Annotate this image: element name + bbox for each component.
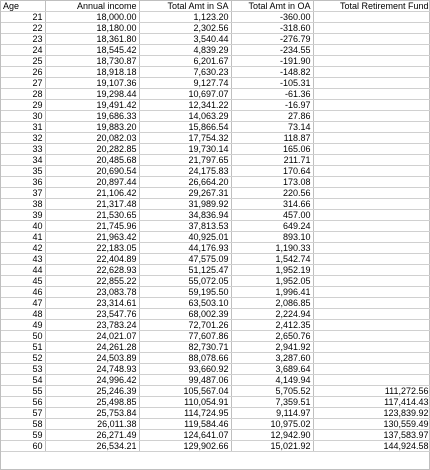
cell-annual-income[interactable]: 18,180.00: [45, 23, 139, 34]
cell-total-sa[interactable]: 26,664.20: [139, 177, 231, 188]
cell-total-retirement[interactable]: [313, 298, 430, 309]
cell-total-retirement[interactable]: [313, 276, 430, 287]
table-row: [1, 188, 430, 199]
cell-annual-income[interactable]: 23,547.76: [45, 309, 139, 320]
cell-total-sa[interactable]: 124,641.07: [139, 430, 231, 441]
cell-total-retirement[interactable]: [313, 375, 430, 386]
cell-age[interactable]: 40: [1, 221, 45, 232]
cell-annual-income[interactable]: 24,021.07: [45, 331, 139, 342]
cell-total-sa[interactable]: 63,503.10: [139, 298, 231, 309]
table-row: [1, 133, 430, 144]
cell-total-retirement[interactable]: [313, 342, 430, 353]
cell-total-oa[interactable]: 2,224.94: [231, 309, 313, 320]
table-row: [1, 254, 430, 265]
cell-total-retirement[interactable]: [313, 232, 430, 243]
cell-age[interactable]: 51: [1, 342, 45, 353]
cell-total-retirement[interactable]: [313, 111, 430, 122]
cell-total-oa[interactable]: 3,689.64: [231, 364, 313, 375]
cell-total-sa[interactable]: 129,902.66: [139, 441, 231, 452]
table-row: [1, 309, 430, 320]
cell-total-retirement[interactable]: 123,839.92: [313, 408, 430, 419]
cell-total-oa[interactable]: 649.24: [231, 221, 313, 232]
table-row: [1, 177, 430, 188]
cell-total-sa[interactable]: 17,754.32: [139, 133, 231, 144]
cell-age[interactable]: 54: [1, 375, 45, 386]
cell-annual-income[interactable]: 24,503.89: [45, 353, 139, 364]
table-row: [1, 287, 430, 298]
cell-total-sa[interactable]: 6,201.67: [139, 56, 231, 67]
cell-age[interactable]: 50: [1, 331, 45, 342]
cell-total-retirement[interactable]: [313, 287, 430, 298]
table-row: [1, 243, 430, 254]
cell-annual-income[interactable]: 20,485.68: [45, 155, 139, 166]
cell-age[interactable]: 46: [1, 287, 45, 298]
cell-annual-income[interactable]: 24,996.42: [45, 375, 139, 386]
table-row: [1, 298, 430, 309]
cell-total-sa[interactable]: 31,989.92: [139, 199, 231, 210]
cell-age[interactable]: 37: [1, 188, 45, 199]
cell-total-oa[interactable]: 7,359.51: [231, 397, 313, 408]
cell-total-sa[interactable]: 68,002.39: [139, 309, 231, 320]
cell-annual-income[interactable]: 18,000.00: [45, 12, 139, 23]
table-row: [1, 221, 430, 232]
cell-total-retirement[interactable]: [313, 166, 430, 177]
table-row: [1, 155, 430, 166]
table-row: [1, 232, 430, 243]
table-body: [1, 12, 430, 452]
cell-total-oa[interactable]: 27.86: [231, 111, 313, 122]
cell-total-retirement[interactable]: [313, 188, 430, 199]
cell-total-retirement[interactable]: [313, 331, 430, 342]
table-row: [1, 144, 430, 155]
cell-age[interactable]: 34: [1, 155, 45, 166]
cell-age[interactable]: 44: [1, 265, 45, 276]
cell-annual-income[interactable]: 22,855.22: [45, 276, 139, 287]
table-row: [1, 441, 430, 452]
cell-total-oa[interactable]: 211.71: [231, 155, 313, 166]
cell-total-retirement[interactable]: [313, 67, 430, 78]
cell-age[interactable]: 58: [1, 419, 45, 430]
cell-total-retirement[interactable]: [313, 199, 430, 210]
cell-total-sa[interactable]: 12,341.22: [139, 100, 231, 111]
header-annual-income[interactable]: Annual income: [45, 1, 139, 12]
cell-annual-income[interactable]: 22,183.05: [45, 243, 139, 254]
header-age[interactable]: Age: [1, 1, 45, 12]
cell-total-retirement[interactable]: [313, 221, 430, 232]
cell-age[interactable]: 31: [1, 122, 45, 133]
table-row: [1, 276, 430, 287]
cell-annual-income[interactable]: 19,298.44: [45, 89, 139, 100]
cell-age[interactable]: 49: [1, 320, 45, 331]
cell-total-oa[interactable]: 73.14: [231, 122, 313, 133]
cell-total-sa[interactable]: 72,701.26: [139, 320, 231, 331]
cell-total-oa[interactable]: -191.90: [231, 56, 313, 67]
cell-total-sa[interactable]: 44,176.93: [139, 243, 231, 254]
cell-annual-income[interactable]: 26,271.49: [45, 430, 139, 441]
cell-total-sa[interactable]: 9,127.74: [139, 78, 231, 89]
cell-total-oa[interactable]: 4,149.94: [231, 375, 313, 386]
cell-total-oa[interactable]: 2,650.76: [231, 331, 313, 342]
cell-total-retirement[interactable]: 111,272.56: [313, 386, 430, 397]
cell-total-sa[interactable]: 2,302.56: [139, 23, 231, 34]
cell-age[interactable]: 59: [1, 430, 45, 441]
cell-annual-income[interactable]: 21,530.65: [45, 210, 139, 221]
table-row: [1, 45, 430, 56]
table-row: [1, 23, 430, 34]
cell-age[interactable]: 26: [1, 67, 45, 78]
cell-total-retirement[interactable]: 130,559.49: [313, 419, 430, 430]
cell-total-oa[interactable]: -148.82: [231, 67, 313, 78]
cell-total-retirement[interactable]: [313, 100, 430, 111]
table-row: [1, 199, 430, 210]
cell-age[interactable]: 56: [1, 397, 45, 408]
cell-age[interactable]: 42: [1, 243, 45, 254]
cell-total-sa[interactable]: 19,730.14: [139, 144, 231, 155]
cell-total-retirement[interactable]: 137,583.97: [313, 430, 430, 441]
cell-total-retirement[interactable]: [313, 320, 430, 331]
table-row: [1, 78, 430, 89]
cell-age[interactable]: 45: [1, 276, 45, 287]
header-row: [1, 1, 430, 12]
cell-annual-income[interactable]: 24,748.93: [45, 364, 139, 375]
cell-annual-income[interactable]: 19,883.20: [45, 122, 139, 133]
cell-age[interactable]: 57: [1, 408, 45, 419]
cell-annual-income[interactable]: 20,897.44: [45, 177, 139, 188]
cell-total-sa[interactable]: 119,584.46: [139, 419, 231, 430]
cell-total-oa[interactable]: 457.00: [231, 210, 313, 221]
cell-annual-income[interactable]: 20,082.03: [45, 133, 139, 144]
cell-total-sa[interactable]: 7,630.23: [139, 67, 231, 78]
cell-total-oa[interactable]: -105.31: [231, 78, 313, 89]
cell-total-oa[interactable]: 1,996.41: [231, 287, 313, 298]
cell-age[interactable]: 47: [1, 298, 45, 309]
table-row: [1, 397, 430, 408]
cell-total-retirement[interactable]: [313, 144, 430, 155]
table-row: [1, 419, 430, 430]
cell-total-retirement[interactable]: [313, 23, 430, 34]
cell-total-sa[interactable]: 47,575.09: [139, 254, 231, 265]
header-total-oa[interactable]: Total Amt in OA: [231, 1, 313, 12]
cell-total-sa[interactable]: 88,078.66: [139, 353, 231, 364]
cell-annual-income[interactable]: 21,745.96: [45, 221, 139, 232]
cell-total-sa[interactable]: 110,054.91: [139, 397, 231, 408]
cell-annual-income[interactable]: 22,628.93: [45, 265, 139, 276]
table-row: [1, 320, 430, 331]
cell-total-retirement[interactable]: [313, 265, 430, 276]
cell-age[interactable]: 24: [1, 45, 45, 56]
table-row: [1, 331, 430, 342]
cell-total-sa[interactable]: 15,866.54: [139, 122, 231, 133]
cell-total-sa[interactable]: 21,797.65: [139, 155, 231, 166]
cell-total-retirement[interactable]: [313, 56, 430, 67]
cell-annual-income[interactable]: 26,011.38: [45, 419, 139, 430]
cell-total-sa[interactable]: 24,175.83: [139, 166, 231, 177]
cell-annual-income[interactable]: 19,107.36: [45, 78, 139, 89]
table-row: [1, 375, 430, 386]
cell-total-sa[interactable]: 3,540.44: [139, 34, 231, 45]
cell-annual-income[interactable]: 18,361.80: [45, 34, 139, 45]
cell-age[interactable]: 25: [1, 56, 45, 67]
cell-annual-income[interactable]: 18,545.42: [45, 45, 139, 56]
cell-total-oa[interactable]: 165.06: [231, 144, 313, 155]
cell-total-oa[interactable]: 5,705.52: [231, 386, 313, 397]
cell-total-sa[interactable]: 29,267.31: [139, 188, 231, 199]
cell-total-oa[interactable]: -61.36: [231, 89, 313, 100]
cell-total-oa[interactable]: 173.08: [231, 177, 313, 188]
table-row: [1, 89, 430, 100]
cell-total-retirement[interactable]: [313, 133, 430, 144]
cell-total-sa[interactable]: 10,697.07: [139, 89, 231, 100]
cell-total-oa[interactable]: 1,542.74: [231, 254, 313, 265]
cell-annual-income[interactable]: 23,783.24: [45, 320, 139, 331]
header-total-retirement[interactable]: Total Retirement Fund: [313, 1, 430, 12]
cell-total-oa[interactable]: 2,086.85: [231, 298, 313, 309]
cell-age[interactable]: 28: [1, 89, 45, 100]
cell-total-retirement[interactable]: 117,414.43: [313, 397, 430, 408]
cell-total-sa[interactable]: 14,063.29: [139, 111, 231, 122]
cell-age[interactable]: 43: [1, 254, 45, 265]
cell-age[interactable]: 52: [1, 353, 45, 364]
cell-total-retirement[interactable]: [313, 45, 430, 56]
cell-annual-income[interactable]: 25,246.39: [45, 386, 139, 397]
cell-total-oa[interactable]: -16.97: [231, 100, 313, 111]
cell-total-sa[interactable]: 37,813.53: [139, 221, 231, 232]
cell-total-oa[interactable]: 12,942.90: [231, 430, 313, 441]
cell-age[interactable]: 29: [1, 100, 45, 111]
cell-total-retirement[interactable]: [313, 243, 430, 254]
cell-total-sa[interactable]: 82,730.71: [139, 342, 231, 353]
retirement-table: [1, 1, 430, 452]
cell-total-oa[interactable]: -360.00: [231, 12, 313, 23]
cell-annual-income[interactable]: 23,083.78: [45, 287, 139, 298]
cell-age[interactable]: 60: [1, 441, 45, 452]
cell-total-retirement[interactable]: [313, 177, 430, 188]
cell-total-retirement[interactable]: [313, 12, 430, 23]
table-row: [1, 67, 430, 78]
cell-annual-income[interactable]: 24,261.28: [45, 342, 139, 353]
cell-annual-income[interactable]: 21,106.42: [45, 188, 139, 199]
cell-total-oa[interactable]: -276.79: [231, 34, 313, 45]
cell-total-oa[interactable]: 1,190.33: [231, 243, 313, 254]
cell-total-retirement[interactable]: [313, 353, 430, 364]
cell-age[interactable]: 27: [1, 78, 45, 89]
cell-total-sa[interactable]: 99,487.06: [139, 375, 231, 386]
table-row: [1, 34, 430, 45]
cell-age[interactable]: 23: [1, 34, 45, 45]
cell-annual-income[interactable]: 21,317.48: [45, 199, 139, 210]
cell-total-oa[interactable]: -234.55: [231, 45, 313, 56]
cell-total-sa[interactable]: 105,567.04: [139, 386, 231, 397]
cell-total-sa[interactable]: 114,724.95: [139, 408, 231, 419]
cell-total-oa[interactable]: 2,412.35: [231, 320, 313, 331]
cell-age[interactable]: 30: [1, 111, 45, 122]
cell-total-oa[interactable]: 1,952.05: [231, 276, 313, 287]
cell-age[interactable]: 55: [1, 386, 45, 397]
cell-total-oa[interactable]: 220.56: [231, 188, 313, 199]
table-row: [1, 210, 430, 221]
cell-age[interactable]: 41: [1, 232, 45, 243]
cell-total-retirement[interactable]: [313, 309, 430, 320]
cell-total-retirement[interactable]: 144,924.58: [313, 441, 430, 452]
table-row: [1, 342, 430, 353]
cell-total-sa[interactable]: 93,660.92: [139, 364, 231, 375]
cell-total-retirement[interactable]: [313, 254, 430, 265]
cell-total-retirement[interactable]: [313, 210, 430, 221]
cell-total-retirement[interactable]: [313, 34, 430, 45]
cell-total-oa[interactable]: 10,975.02: [231, 419, 313, 430]
cell-age[interactable]: 39: [1, 210, 45, 221]
cell-total-sa[interactable]: 59,195.50: [139, 287, 231, 298]
cell-age[interactable]: 38: [1, 199, 45, 210]
cell-total-sa[interactable]: 4,839.29: [139, 45, 231, 56]
cell-annual-income[interactable]: 19,686.33: [45, 111, 139, 122]
cell-annual-income[interactable]: 18,730.87: [45, 56, 139, 67]
cell-total-sa[interactable]: 55,072.05: [139, 276, 231, 287]
cell-total-oa[interactable]: 9,114.97: [231, 408, 313, 419]
cell-age[interactable]: 22: [1, 23, 45, 34]
table-row: [1, 166, 430, 177]
cell-age[interactable]: 35: [1, 166, 45, 177]
cell-total-retirement[interactable]: [313, 122, 430, 133]
cell-age[interactable]: 36: [1, 177, 45, 188]
cell-annual-income[interactable]: 19,491.42: [45, 100, 139, 111]
table-row: [1, 265, 430, 276]
table-row: [1, 12, 430, 23]
cell-total-retirement[interactable]: [313, 89, 430, 100]
cell-annual-income[interactable]: 23,314.61: [45, 298, 139, 309]
cell-annual-income[interactable]: 25,753.84: [45, 408, 139, 419]
cell-total-sa[interactable]: 34,836.94: [139, 210, 231, 221]
table-row: [1, 386, 430, 397]
cell-total-oa[interactable]: 15,021.92: [231, 441, 313, 452]
cell-total-oa[interactable]: 1,952.19: [231, 265, 313, 276]
table-row: [1, 122, 430, 133]
cell-total-retirement[interactable]: [313, 364, 430, 375]
table-row: [1, 111, 430, 122]
table-row: [1, 353, 430, 364]
cell-total-retirement[interactable]: [313, 155, 430, 166]
cell-total-sa[interactable]: 1,123.20: [139, 12, 231, 23]
cell-annual-income[interactable]: 22,404.89: [45, 254, 139, 265]
cell-annual-income[interactable]: 20,690.54: [45, 166, 139, 177]
cell-age[interactable]: 33: [1, 144, 45, 155]
cell-total-oa[interactable]: 170.64: [231, 166, 313, 177]
cell-total-oa[interactable]: 314.66: [231, 199, 313, 210]
cell-age[interactable]: 53: [1, 364, 45, 375]
cell-total-sa[interactable]: 40,925.01: [139, 232, 231, 243]
cell-annual-income[interactable]: 20,282.85: [45, 144, 139, 155]
cell-total-sa[interactable]: 77,607.86: [139, 331, 231, 342]
cell-total-oa[interactable]: 893.10: [231, 232, 313, 243]
header-total-sa[interactable]: Total Amt in SA: [139, 1, 231, 12]
table-row: [1, 56, 430, 67]
cell-age[interactable]: 32: [1, 133, 45, 144]
cell-total-oa[interactable]: 118.87: [231, 133, 313, 144]
cell-age[interactable]: 21: [1, 12, 45, 23]
table-row: [1, 408, 430, 419]
table-row: [1, 364, 430, 375]
cell-annual-income[interactable]: 21,963.42: [45, 232, 139, 243]
table-row: [1, 100, 430, 111]
cell-annual-income[interactable]: 18,918.18: [45, 67, 139, 78]
cell-total-oa[interactable]: 2,941.92: [231, 342, 313, 353]
cell-total-oa[interactable]: 3,287.60: [231, 353, 313, 364]
cell-total-sa[interactable]: 51,125.47: [139, 265, 231, 276]
cell-annual-income[interactable]: 25,498.85: [45, 397, 139, 408]
cell-annual-income[interactable]: 26,534.21: [45, 441, 139, 452]
cell-age[interactable]: 48: [1, 309, 45, 320]
cell-total-retirement[interactable]: [313, 78, 430, 89]
table-row: [1, 430, 430, 441]
cell-total-oa[interactable]: -318.60: [231, 23, 313, 34]
